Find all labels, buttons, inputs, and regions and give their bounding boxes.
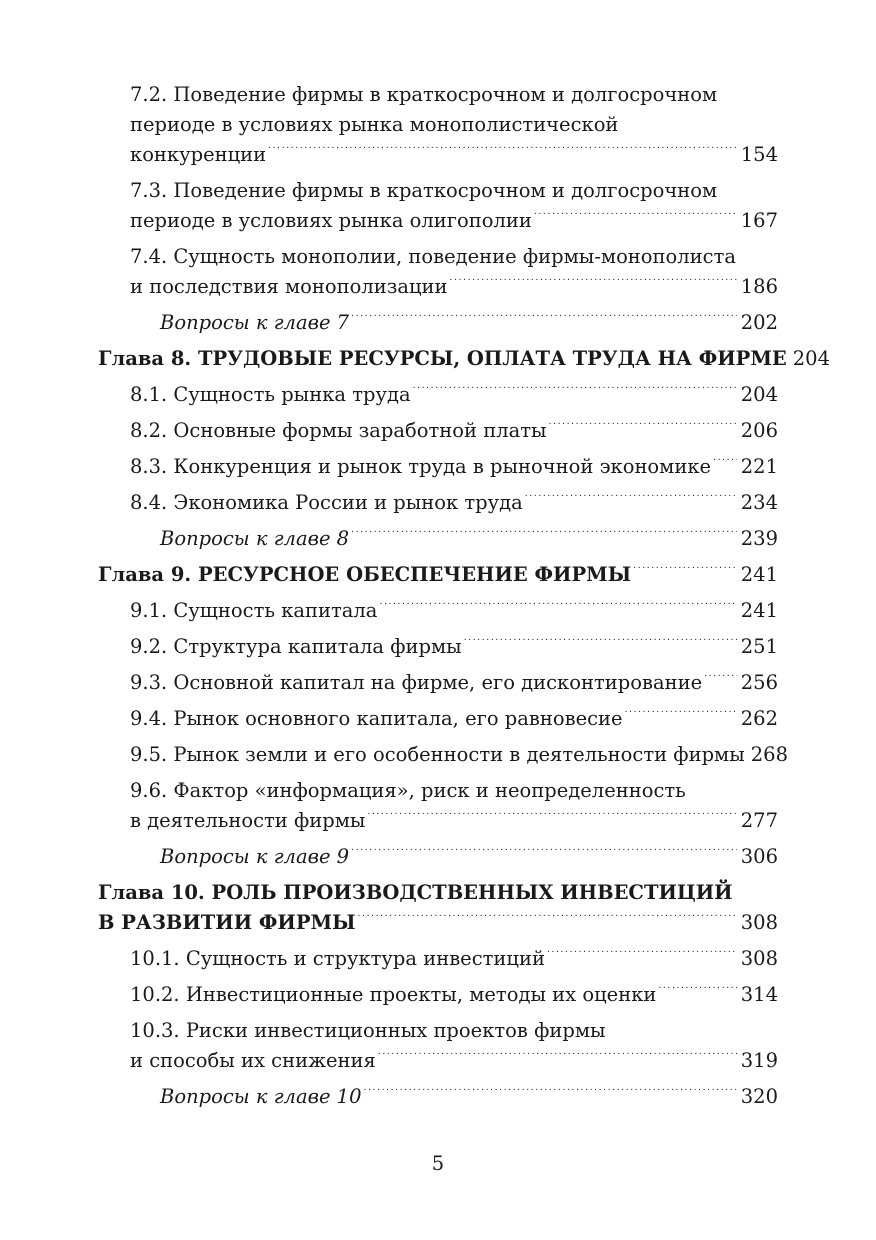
toc-entry-title-line: Глава 9. РЕСУРСНОЕ ОБЕСПЕЧЕНИЕ ФИРМЫ [98,563,632,586]
dot-leader [464,634,737,654]
dot-leader [364,1084,737,1104]
toc-page-number: 251 [740,635,778,658]
page-number: 5 [431,1152,445,1175]
toc-chapter-entry[interactable] [98,878,778,938]
toc-entry-title-line: 9.3. Основной капитал на фирме, его дисконтирование [130,671,703,694]
toc-page-number: 241 [740,563,778,586]
toc-section-entry[interactable] [98,1016,778,1076]
toc-page-number: 154 [740,143,778,166]
toc-questions-entry[interactable] [98,842,778,872]
dot-leader [625,706,737,726]
toc-section-entry[interactable] [98,776,778,836]
toc-page-number: 202 [740,311,778,334]
toc-entry-title-line: Вопросы к главе 9 [160,845,350,868]
table-of-contents [98,80,830,1118]
toc-section-entry[interactable] [98,416,778,446]
toc-section-entry[interactable] [98,632,778,662]
toc-entry-title-line: 8.3. Конкуренция и рынок труда в рыночной экономике [130,455,712,478]
toc-section-entry[interactable] [98,668,778,698]
toc-entry-title-line: 9.6. Фактор «информация», риск и неопределенность [130,779,686,802]
dot-leader [547,946,737,966]
toc-section-entry[interactable] [98,80,778,170]
toc-page-number: 256 [740,671,778,694]
toc-entry-title-line: периоде в условиях рынка монополистической [130,113,619,136]
toc-entry-title-line: Вопросы к главе 8 [160,527,350,550]
toc-entry-title-line: Вопросы к главе 7 [160,311,350,334]
dot-leader [549,418,737,438]
dot-leader [413,382,737,402]
toc-entry-title-line: 8.4. Экономика России и рынок труда [130,491,523,514]
dot-leader [534,208,737,228]
toc-section-entry[interactable] [98,176,778,236]
toc-page-number: 204 [792,347,830,370]
toc-section-entry[interactable] [98,452,778,482]
toc-entry-title-line: 10.2. Инвестиционные проекты, методы их оценки [130,983,657,1006]
toc-page-number: 314 [740,983,778,1006]
dot-leader [379,598,736,618]
toc-section-entry[interactable] [98,488,778,518]
dot-leader [358,910,737,930]
toc-page-number: 262 [740,707,778,730]
dot-leader [378,1048,737,1068]
dot-leader [525,490,737,510]
toc-section-entry[interactable] [98,944,778,974]
toc-page-number: 241 [740,599,778,622]
toc-page-number: 308 [740,947,778,970]
toc-section-entry[interactable] [98,242,778,302]
toc-section-entry[interactable] [98,380,778,410]
dot-leader [450,274,737,294]
toc-entry-title-line: 9.4. Рынок основного капитала, его равновесие [130,707,623,730]
toc-entry-title-line: 7.4. Сущность монополии, поведение фирмы-монополиста [130,245,737,268]
toc-questions-entry[interactable] [98,524,778,554]
toc-page-number: 221 [740,455,778,478]
dot-leader [704,670,737,690]
toc-chapter-entry[interactable] [98,560,778,590]
toc-entry-title-line: Вопросы к главе 10 [160,1085,362,1108]
toc-questions-entry[interactable] [98,1082,778,1112]
toc-section-entry[interactable] [98,704,778,734]
toc-section-entry[interactable] [98,596,778,626]
toc-page-number: 308 [740,911,778,934]
dot-leader [351,844,737,864]
toc-entry-title-line: 9.1. Сущность капитала [130,599,378,622]
dot-leader [713,454,737,474]
toc-page-number: 320 [740,1085,778,1108]
toc-page-number: 186 [740,275,778,298]
toc-entry-title-line: периоде в условиях рынка олигополии [130,209,532,232]
dot-leader [658,982,736,1002]
toc-page-number: 234 [740,491,778,514]
dot-leader [351,310,737,330]
toc-entry-title-line: 7.3. Поведение фирмы в краткосрочном и долгосрочном [130,179,718,202]
toc-section-entry[interactable] [98,980,778,1010]
dot-leader [268,142,737,162]
toc-entry-title-line: 8.1. Сущность рынка труда [130,383,411,406]
toc-section-entry[interactable] [98,740,788,770]
toc-entry-title-line: 8.2. Основные формы заработной платы [130,419,547,442]
dot-leader [633,562,737,582]
toc-questions-entry[interactable] [98,308,778,338]
dot-leader [367,808,736,828]
toc-page-number: 319 [740,1049,778,1072]
toc-entry-title-line: 9.2. Структура капитала фирмы [130,635,462,658]
dot-leader [351,526,737,546]
toc-entry-title-line: 7.2. Поведение фирмы в краткосрочном и долгосрочном [130,83,718,106]
toc-page-number: 306 [740,845,778,868]
toc-entry-title-line: конкуренции [130,143,267,166]
toc-chapter-entry[interactable] [98,344,830,374]
toc-page-number: 277 [740,809,778,832]
toc-page-number: 167 [740,209,778,232]
toc-page-number: 239 [740,527,778,550]
toc-entry-title-line: 10.1. Сущность и структура инвестиций [130,947,545,970]
toc-entry-title-line: и способы их снижения [130,1049,376,1072]
toc-page-number: 204 [740,383,778,406]
toc-entry-title-line: Глава 8. ТРУДОВЫЕ РЕСУРСЫ, ОПЛАТА ТРУДА НА ФИРМЕ [98,347,787,370]
toc-entry-title-line: 9.5. Рынок земли и его особенности в деятельности фирмы [130,743,745,766]
toc-entry-title-line: в деятельности фирмы [130,809,366,832]
toc-entry-title-line: Глава 10. РОЛЬ ПРОИЗВОДСТВЕННЫХ ИНВЕСТИЦИЙ [98,881,733,904]
toc-page-number: 268 [750,743,788,766]
toc-entry-title-line: и последствия монополизации [130,275,448,298]
toc-entry-title-line: 10.3. Риски инвестиционных проектов фирмы [130,1019,606,1042]
toc-page-number: 206 [740,419,778,442]
toc-entry-title-line: В РАЗВИТИИ ФИРМЫ [98,911,356,934]
